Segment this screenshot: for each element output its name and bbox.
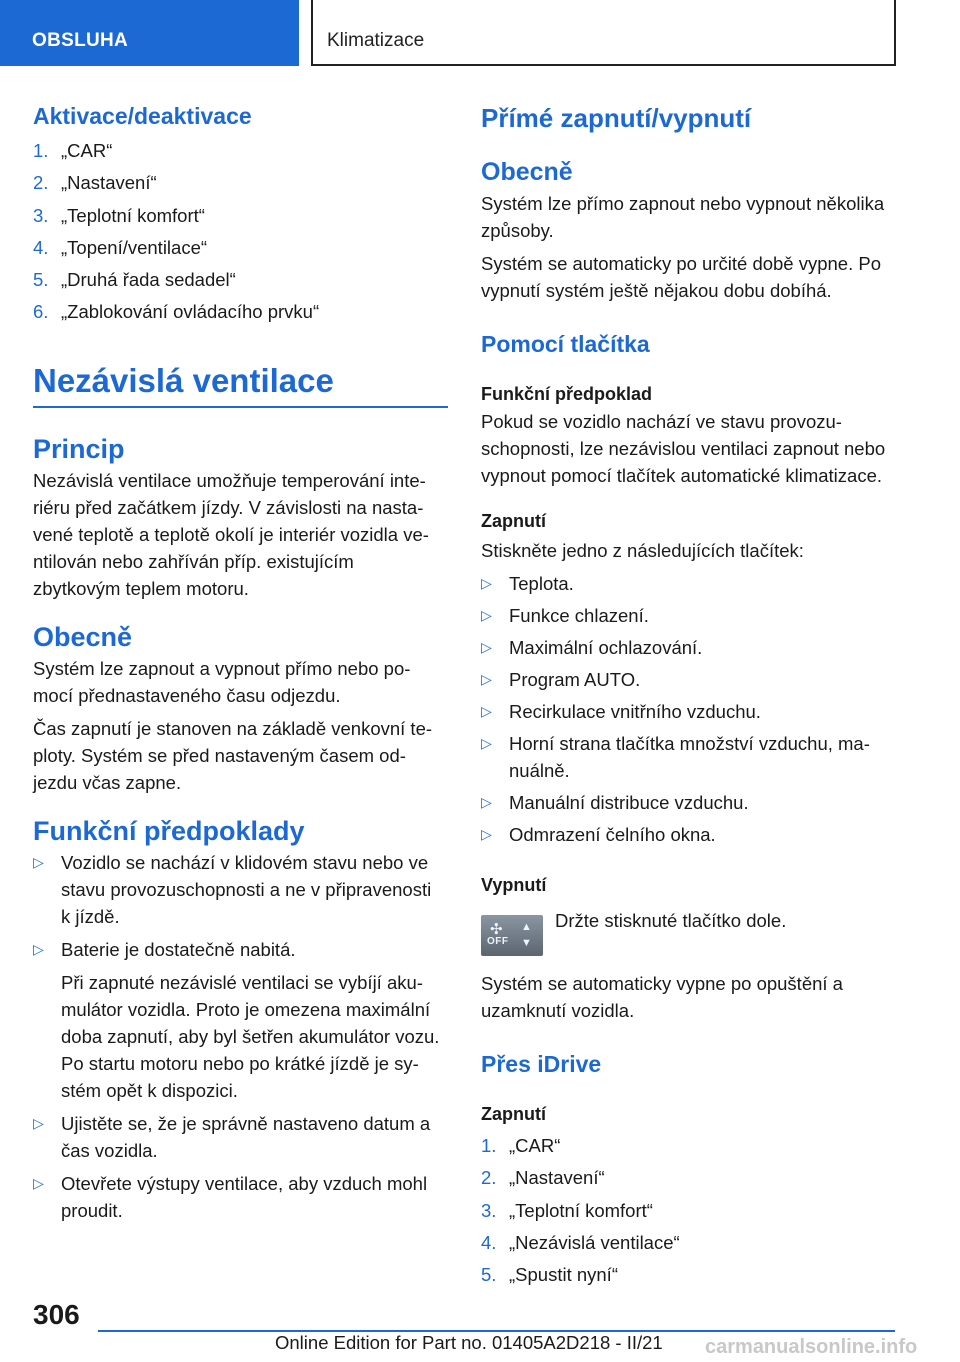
fan-off-button-icon (481, 915, 543, 956)
switch-on-heading: Zapnutí (481, 511, 546, 531)
list-item: 2. „Nastavení“ (481, 1167, 605, 1189)
triangle-bullet-icon: ▷ (481, 703, 492, 719)
off-label: OFF (487, 936, 509, 947)
triangle-bullet-icon: ▷ (481, 607, 492, 623)
edition-text: Online Edition for Part no. 01405A2D218 - II/21 (275, 1332, 663, 1353)
list-item: ▷ Recirkulace vnitřního vzduchu. (481, 698, 901, 725)
list-item: ▷ Baterie je dostatečně nabitá. Při zapnuté nezávislé ventilaci se vybíjí aku- mulátor vozidla. Proto je omezena maximální doba zapnutí, aby byl šetřen akumulátor vozu. Po startu motoru nebo po krátké jízdě je sy- stém opět k dispozici. (33, 936, 448, 1104)
principle-heading: Princip (33, 433, 125, 464)
list-item: 3. „Teplotní komfort“ (481, 1199, 653, 1221)
general-heading: Obecně (481, 158, 573, 186)
left-column (33, 100, 448, 1224)
chapter-tab (311, 0, 896, 66)
triangle-bullet-icon: ▷ (481, 639, 492, 655)
prerequisites-heading: Funkční předpoklady (33, 815, 305, 846)
section-tab (0, 0, 299, 66)
triangle-bullet-icon: ▷ (33, 940, 44, 957)
general-paragraph: Systém se automaticky po určité době vypne. Po vypnutí systém ještě nějakou dobu dobíhá. (481, 253, 882, 301)
list-item: 4. „Topení/ventilace“ (33, 236, 208, 258)
triangle-bullet-icon: ▷ (481, 671, 492, 687)
triangle-bullet-icon: ▷ (33, 853, 44, 870)
section-label: OBSLUHA (32, 30, 129, 51)
triangle-bullet-icon: ▷ (33, 1114, 44, 1131)
off-button-row (481, 907, 901, 959)
general-paragraph: Systém lze zapnout a vypnout přímo nebo po- mocí přednastaveného času odjezdu. (33, 657, 411, 706)
activation-steps (33, 135, 448, 329)
idrive-steps (481, 1130, 901, 1291)
list-item: 6. „Zablokování ovládacího prvku“ (33, 301, 320, 323)
idrive-on-heading: Zapnutí (481, 1104, 546, 1124)
list-item: ▷ Odmrazení čelního okna. (481, 821, 901, 848)
right-column (481, 100, 901, 1291)
title-rule (33, 406, 448, 408)
general-paragraph: Systém lze přímo zapnout nebo vypnout několika způsoby. (481, 193, 885, 241)
list-item: ▷ Horní strana tlačítka množství vzduchu, ma- nuálně. (481, 730, 901, 784)
general-paragraph: Čas zapnutí je stanoven na základě venkovní te- ploty. Systém se před nastaveným časem od- jezdu včas zapne. (33, 717, 433, 793)
up-down-arrows-icon: ▲ ▼ (521, 921, 532, 949)
list-item: 5. „Druhá řada sedadel“ (33, 269, 236, 291)
direct-heading: Přímé zapnutí/vypnutí (481, 103, 752, 133)
page-header (0, 0, 960, 66)
list-item: ▷ Maximální ochlazování. (481, 634, 901, 661)
triangle-bullet-icon: ▷ (481, 826, 492, 842)
activation-heading: Aktivace/deaktivace (33, 103, 252, 129)
triangle-bullet-icon: ▷ (481, 575, 492, 591)
prereq-text: Pokud se vozidlo nachází ve stavu provozu- schopnosti, lze nezávislou ventilaci zapnout nebo vypnout pomocí tlačítek automatické klimatizace. (481, 411, 886, 486)
page-number: 306 (33, 1299, 80, 1330)
prereq-heading: Funkční předpoklad (481, 384, 653, 404)
list-item: ▷ Teplota. (481, 570, 901, 597)
list-item: 1. „CAR“ (33, 140, 113, 161)
list-item: 4. „Nezávislá ventilace“ (481, 1231, 680, 1253)
list-item: 1. „CAR“ (481, 1135, 561, 1156)
triangle-bullet-icon: ▷ (481, 735, 492, 751)
list-item: ▷ Vozidlo se nachází v klidovém stavu nebo ve stavu provozuschopnosti a ne v připravenosti k jízdě. (33, 849, 448, 930)
auto-off-text: Systém se automaticky vypne po opuštění a uzamknutí vozidla. (481, 973, 843, 1021)
list-item: ▷ Funkce chlazení. (481, 602, 901, 629)
watermark: carmanualsonline.info (705, 1336, 918, 1358)
list-item: 2. „Nastavení“ (33, 172, 157, 194)
chapter-title: Nezávislá ventilace (33, 361, 334, 399)
triangle-bullet-icon: ▷ (481, 794, 492, 810)
switch-on-list (481, 570, 901, 848)
general-heading: Obecně (33, 621, 133, 652)
triangle-bullet-icon: ▷ (33, 1174, 44, 1191)
list-item: 5. „Spustit nyní“ (481, 1264, 618, 1286)
switch-on-intro: Stiskněte jedno z následujících tlačítek: (481, 540, 804, 561)
fan-icon: ✣ (490, 921, 503, 938)
list-item: ▷ Ujistěte se, že je správně nastaveno datum a čas vozidla. (33, 1110, 448, 1164)
list-item: ▷ Program AUTO. (481, 666, 901, 693)
list-item: ▷ Manuální distribuce vzduchu. (481, 789, 901, 816)
idrive-heading: Přes iDrive (481, 1051, 602, 1077)
switch-off-heading: Vypnutí (481, 875, 547, 895)
principle-text: Nezávislá ventilace umožňuje temperování inte- riéru před začátkem jízdy. V závislosti na nasta- vené teplotě a teplotě okolí je interiér vozidla ve- ntilován nebo zahříván příp. existujícím zbytkovým teplem motoru. (33, 469, 429, 599)
list-item: 3. „Teplotní komfort“ (33, 204, 205, 226)
hold-button-text: Držte stisknuté tlačítko dole. (555, 910, 787, 931)
buttons-heading: Pomocí tlačítka (481, 331, 650, 357)
chapter-label: Klimatizace (327, 30, 425, 51)
prerequisites-list (33, 849, 448, 1224)
battery-note: Při zapnuté nezávislé ventilaci se vybíjí aku- mulátor vozidla. Proto je omezena maximální doba zapnutí, aby byl šetřen akumulátor vozu. Po startu motoru nebo po krátké jízdě je sy- stém opět k dispozici. (61, 971, 440, 1101)
list-item: ▷ Otevřete výstupy ventilace, aby vzduch mohl proudit. (33, 1170, 448, 1224)
